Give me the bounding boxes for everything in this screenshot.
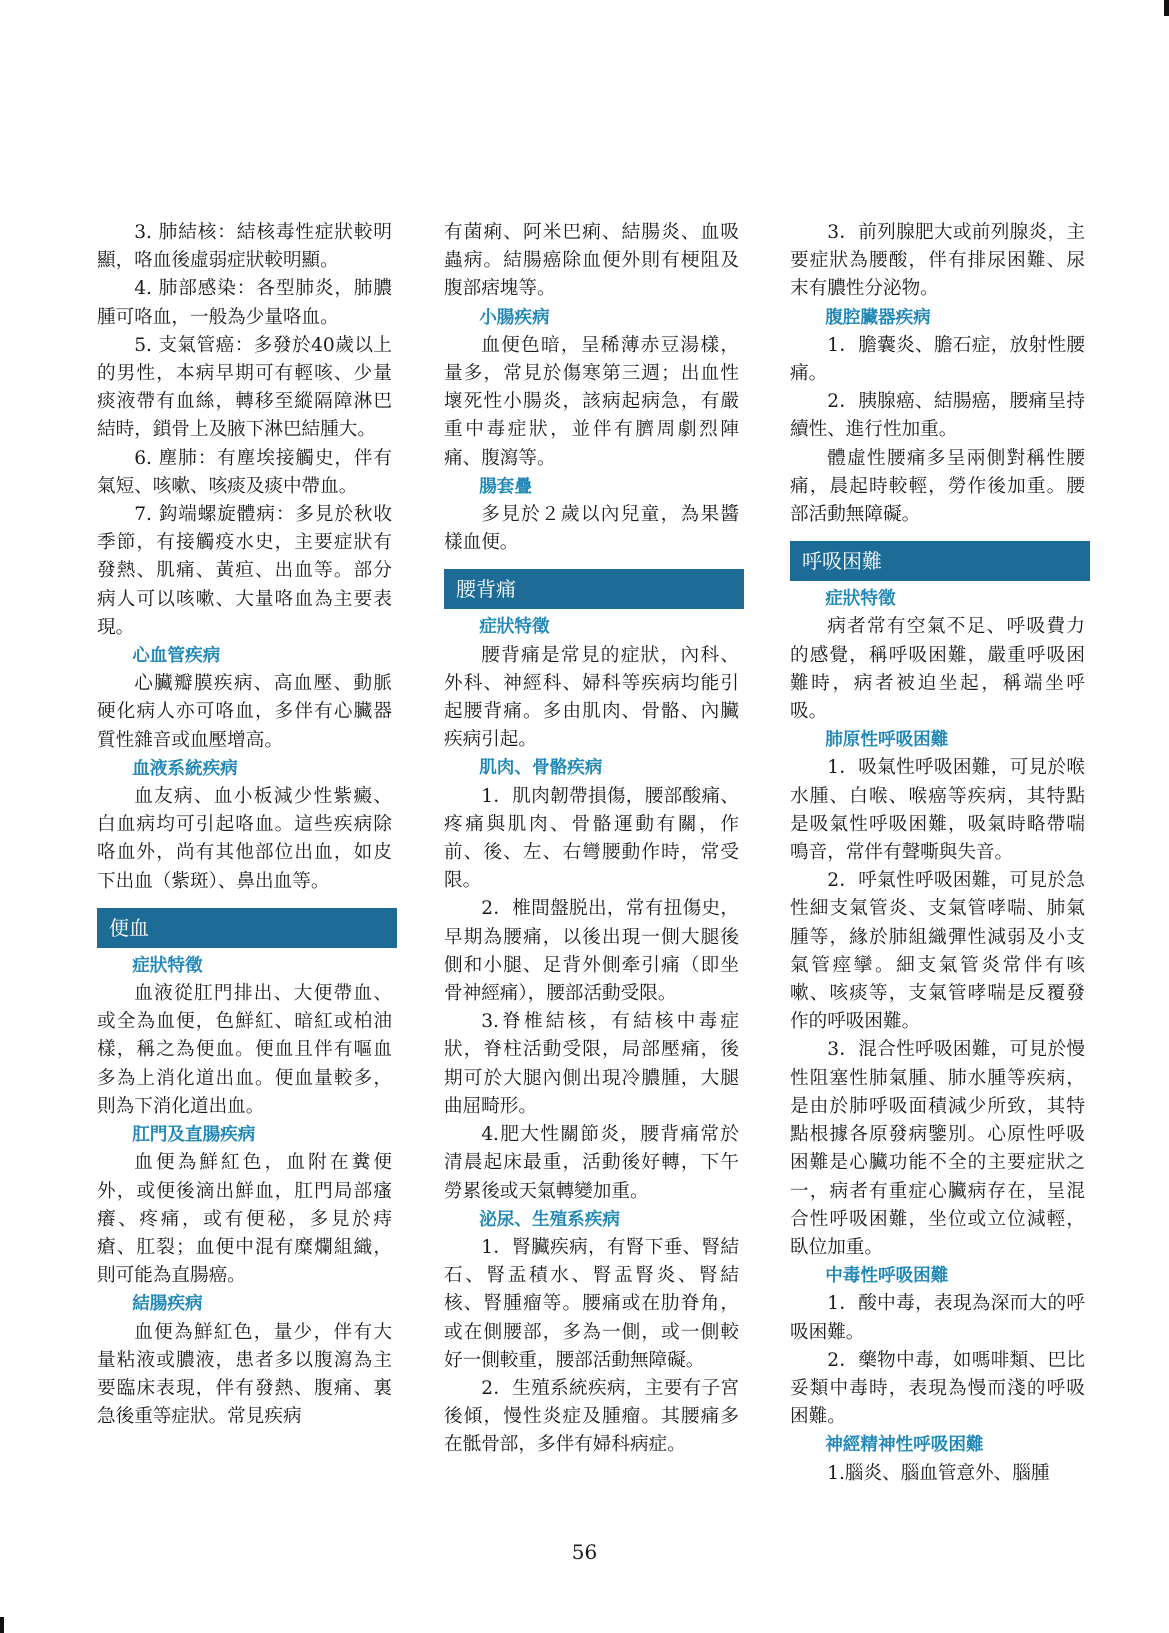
subheading: 肌肉、骨骼疾病 xyxy=(479,758,603,779)
paragraph: 3．混合性呼吸困難，可見於慢性阻塞性肺氣腫、肺水腫等疾病，是由於肺呼吸面積減少所致，其特點根據各原發病鑒別。心原性呼吸困難是心臟功能不全的主要症狀之一，病者有重症心臟病存在，呈混合性呼吸困難，坐位或立位減輕，臥位加重。 xyxy=(790,1039,1085,1258)
paragraph: 血便為鮮紅色，量少，伴有大量粘液或膿液，患者多以腹瀉為主要臨床表現，伴有發熱、腹痛、裏急後重等症狀。常見疾病 xyxy=(97,1321,392,1428)
subheading: 肺原性呼吸困難 xyxy=(825,730,949,751)
paragraph: 有菌痢、阿米巴痢、結腸炎、血吸蟲病。結腸癌除血便外則有梗阻及腹部痞塊等。 xyxy=(444,222,739,300)
section-heading-bar: 呼吸困難 xyxy=(790,541,1090,581)
crop-mark-bottom-left xyxy=(0,1617,4,1633)
paragraph: 5. 支氣管癌：多發於40歲以上的男性，本病早期可有輕咳、少量痰液帶有血絲，轉移至縱隔障淋巴結時，鎖骨上及腋下淋巴結腫大。 xyxy=(97,334,392,441)
paragraph: 2．胰腺癌、結腸癌，腰痛呈持續性、進行性加重。 xyxy=(790,391,1085,441)
section-heading-bar: 便血 xyxy=(97,908,397,948)
subheading: 血液系統疾病 xyxy=(132,758,238,779)
paragraph: 多見於２歲以內兒童，為果醬樣血便。 xyxy=(444,504,739,554)
paragraph: 1．肌肉韌帶損傷，腰部酸痛、疼痛與肌肉、骨骼運動有關，作前、後、左、右彎腰動作時，常受限。 xyxy=(444,785,739,892)
paragraph: 1．酸中毒，表現為深而大的呼吸困難。 xyxy=(790,1293,1085,1343)
column-1 xyxy=(97,219,392,1431)
paragraph: 1．膽囊炎、膽石症，放射性腰痛。 xyxy=(790,334,1085,385)
paragraph: 4. 肺部感染：各型肺炎，肺膿腫可咯血，一般為少量咯血。 xyxy=(97,278,392,328)
crop-mark-top-right xyxy=(1164,0,1169,16)
paragraph: 腰背痛是常見的症狀，內科、外科、神經科、婦科等疾病均能引起腰背痛。多由肌肉、骨骼、內臟疾病引起。 xyxy=(444,644,739,751)
subheading: 中毒性呼吸困難 xyxy=(825,1266,949,1287)
paragraph: 3．前列腺肥大或前列腺炎，主要症狀為腰酸，伴有排尿困難、尿末有膿性分泌物。 xyxy=(790,222,1085,300)
paragraph: 2．藥物中毒，如嗎啡類、巴比妥類中毒時，表現為慢而淺的呼吸困難。 xyxy=(790,1349,1085,1428)
paragraph: 血便為鮮紅色，血附在糞便外，或便後滴出鮮血，肛門局部瘙癢、疼痛，或有便秘，多見於痔瘡、肛裂；血便中混有糜爛組織，則可能為直腸癌。 xyxy=(97,1152,392,1287)
paragraph: 1．腎臟疾病，有腎下垂、腎結石、腎盂積水、腎盂腎炎、腎結核、腎腫瘤等。腰痛或在肋脊角，或在側腰部，多為一側，或一側較好一側較重，腰部活動無障礙。 xyxy=(444,1236,739,1371)
paragraph: 血友病、血小板減少性紫癜、白血病均可引起咯血。這些疾病除咯血外，尚有其他部位出血，如皮下出血（紫斑）、鼻出血等。 xyxy=(97,786,392,892)
subheading: 心血管疾病 xyxy=(132,646,221,667)
subheading: 神經精神性呼吸困難 xyxy=(825,1435,984,1456)
paragraph: 病者常有空氣不足、呼吸費力的感覺，稱呼吸困難，嚴重呼吸困難時，病者被迫坐起，稱端坐呼吸。 xyxy=(790,616,1085,723)
paragraph: 血便色暗，呈稀薄赤豆湯樣，量多，常見於傷寒第三週；出血性壞死性小腸炎，該病起病急，有嚴重中毒症狀，並伴有臍周劇烈陣痛、腹瀉等。 xyxy=(444,334,739,469)
paragraph: 2．椎間盤脱出，常有扭傷史，早期為腰痛，以後出現一側大腿後側和小腿、足背外側牽引痛（即坐骨神經痛），腰部活動受限。 xyxy=(444,898,739,1005)
subheading: 症狀特徵 xyxy=(825,589,896,610)
paragraph: 血液從肛門排出、大便帶血、或全為血便，色鮮紅、暗紅或柏油樣，稱之為便血。便血且伴有嘔血多為上消化道出血。便血量較多，則為下消化道出血。 xyxy=(97,983,392,1117)
paragraph: 4.肥大性關節炎，腰背痛常於清晨起床最重，活動後好轉，下午勞累後或天氣轉變加重。 xyxy=(444,1124,739,1202)
subheading: 肛門及直腸疾病 xyxy=(132,1125,256,1146)
paragraph: 2．呼氣性呼吸困難，可見於急性細支氣管炎、支氣管哮喘、肺氣腫等，緣於肺組織彈性減弱及小支氣管痙攣。細支氣管炎常伴有咳嗽、咳痰等，支氣管哮喘是反覆發作的呼吸困難。 xyxy=(790,870,1085,1033)
paragraph: 1．吸氣性呼吸困難，可見於喉水腫、白喉、喉癌等疾病，其特點是吸氣性呼吸困難，吸氣時略帶喘鳴音，常伴有聲嘶與失音。 xyxy=(790,757,1085,864)
paragraph: 3. 肺結核：結核毒性症狀較明顯，咯血後虛弱症狀較明顯。 xyxy=(97,222,392,272)
subheading: 結腸疾病 xyxy=(132,1294,203,1315)
subheading: 症狀特徵 xyxy=(479,617,550,638)
subheading: 腹腔臟器疾病 xyxy=(825,307,931,328)
subheading: 腸套疊 xyxy=(479,476,532,497)
subheading: 症狀特徵 xyxy=(132,955,203,976)
section-heading-bar: 腰背痛 xyxy=(444,569,744,609)
paragraph: 6. 塵肺：有塵埃接觸史，伴有氣短、咳嗽、咳痰及痰中帶血。 xyxy=(97,447,392,497)
paragraph: 3.脊椎結核，有結核中毒症狀，脊柱活動受限，局部壓痛，後期可於大腿內側出現冷膿腫，大腿曲屈畸形。 xyxy=(444,1011,739,1117)
paragraph: 1.腦炎、腦血管意外、腦腫 xyxy=(827,1462,1050,1484)
subheading: 小腸疾病 xyxy=(479,307,550,328)
column-3 xyxy=(790,219,1085,1488)
subheading: 泌尿、生殖系疾病 xyxy=(479,1209,620,1230)
paragraph: 2．生殖系統疾病，主要有子宮後傾，慢性炎症及腫瘤。其腰痛多在骶骨部，多伴有婦科病症。 xyxy=(444,1377,739,1456)
paragraph: 體虛性腰痛多呈兩側對稱性腰痛，晨起時較輕，勞作後加重。腰部活動無障礙。 xyxy=(790,447,1085,526)
paragraph: 心臟瓣膜疾病、高血壓、動脈硬化病人亦可咯血，多伴有心臟器質性雜音或血壓增高。 xyxy=(97,673,392,751)
page-number: 56 xyxy=(571,1540,598,1564)
column-2 xyxy=(444,219,739,1460)
paragraph: 7. 鈎端螺旋體病：多見於秋收季節，有接觸疫水史，主要症狀有發熱、肌痛、黃疸、出血等。部分病人可以咳嗽、大量咯血為主要表現。 xyxy=(97,504,392,638)
